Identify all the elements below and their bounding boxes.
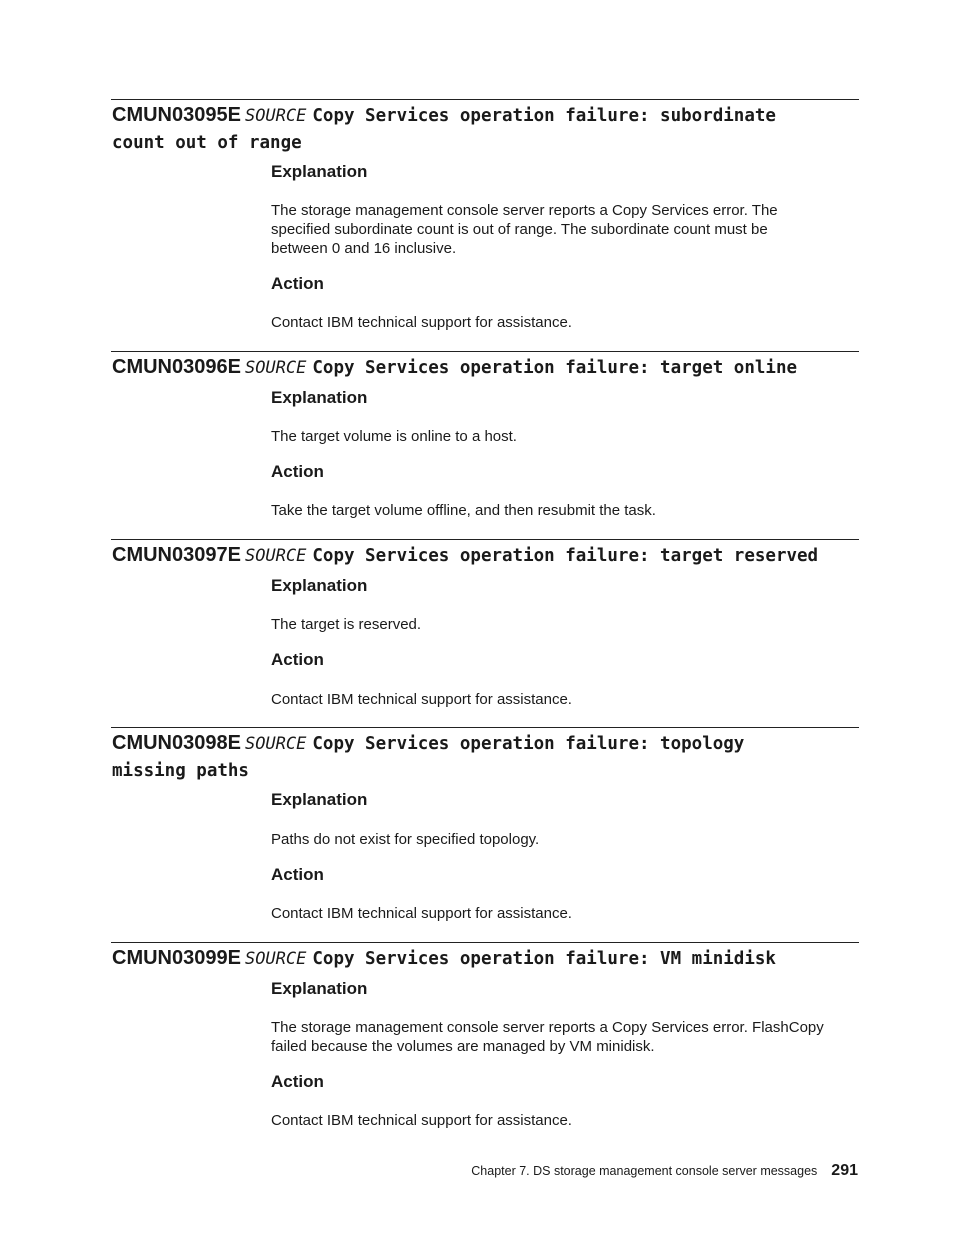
message-code: CMUN03098E (112, 732, 241, 754)
section-divider (111, 727, 859, 728)
message-heading (112, 730, 872, 785)
message-code: CMUN03097E (112, 544, 241, 566)
message-source: SOURCE (244, 949, 307, 969)
action-heading: Action (271, 1072, 324, 1091)
explanation-line: The storage management console server reports a Copy Services error. The (271, 202, 778, 219)
message-source: SOURCE (244, 546, 307, 566)
message-source: SOURCE (244, 106, 307, 126)
explanation-line: The storage management console server reports a Copy Services error. FlashCopy (271, 1019, 824, 1036)
message-source: SOURCE (244, 358, 307, 378)
message-title: Copy Services operation failure: target reserved (312, 546, 819, 566)
page-footer (471, 1162, 858, 1180)
explanation-line: The target volume is online to a host. (271, 428, 517, 445)
section-divider (111, 351, 859, 352)
action-text: Take the target volume offline, and then resubmit the task. (271, 502, 656, 519)
explanation-text (271, 427, 859, 446)
message-source: SOURCE (244, 734, 307, 754)
explanation-heading: Explanation (271, 388, 368, 407)
explanation-line: Paths do not exist for specified topology. (271, 831, 540, 848)
message-heading (112, 945, 872, 973)
action-heading: Action (271, 274, 324, 293)
message-title: Copy Services operation failure: topology (312, 734, 745, 754)
footer-chapter: Chapter 7. DS storage management console server messages (471, 1164, 818, 1178)
action-heading: Action (271, 462, 324, 481)
page-number: 291 (831, 1162, 858, 1179)
explanation-line: between 0 and 16 inclusive. (271, 240, 457, 257)
message-title-continued: missing paths (112, 761, 249, 781)
message-title: Copy Services operation failure: subordinate (312, 106, 776, 126)
action-heading: Action (271, 865, 324, 884)
explanation-heading: Explanation (271, 790, 368, 809)
explanation-text (271, 830, 859, 849)
message-heading (112, 354, 872, 382)
message-code: CMUN03095E (112, 104, 241, 126)
action-text: Contact IBM technical support for assistance. (271, 691, 572, 708)
message-title-continued: count out of range (112, 133, 302, 153)
section-divider (111, 539, 859, 540)
explanation-heading: Explanation (271, 979, 368, 998)
action-heading: Action (271, 650, 324, 669)
explanation-heading: Explanation (271, 576, 368, 595)
explanation-line: failed because the volumes are managed by VM minidisk. (271, 1038, 655, 1055)
section-divider (111, 942, 859, 943)
message-heading (112, 542, 872, 570)
explanation-text (271, 615, 859, 634)
message-heading (112, 102, 872, 157)
explanation-line: The target is reserved. (271, 616, 422, 633)
explanation-text (271, 1018, 859, 1056)
explanation-line: specified subordinate count is out of range. The subordinate count must be (271, 221, 768, 238)
message-code: CMUN03096E (112, 356, 241, 378)
action-text: Contact IBM technical support for assistance. (271, 314, 572, 331)
message-code: CMUN03099E (112, 947, 241, 969)
section-divider (111, 99, 859, 100)
explanation-text (271, 201, 859, 258)
message-title: Copy Services operation failure: target online (312, 358, 798, 378)
message-title: Copy Services operation failure: VM minidisk (312, 949, 776, 969)
action-text: Contact IBM technical support for assistance. (271, 905, 572, 922)
action-text: Contact IBM technical support for assistance. (271, 1112, 572, 1129)
explanation-heading: Explanation (271, 162, 368, 181)
